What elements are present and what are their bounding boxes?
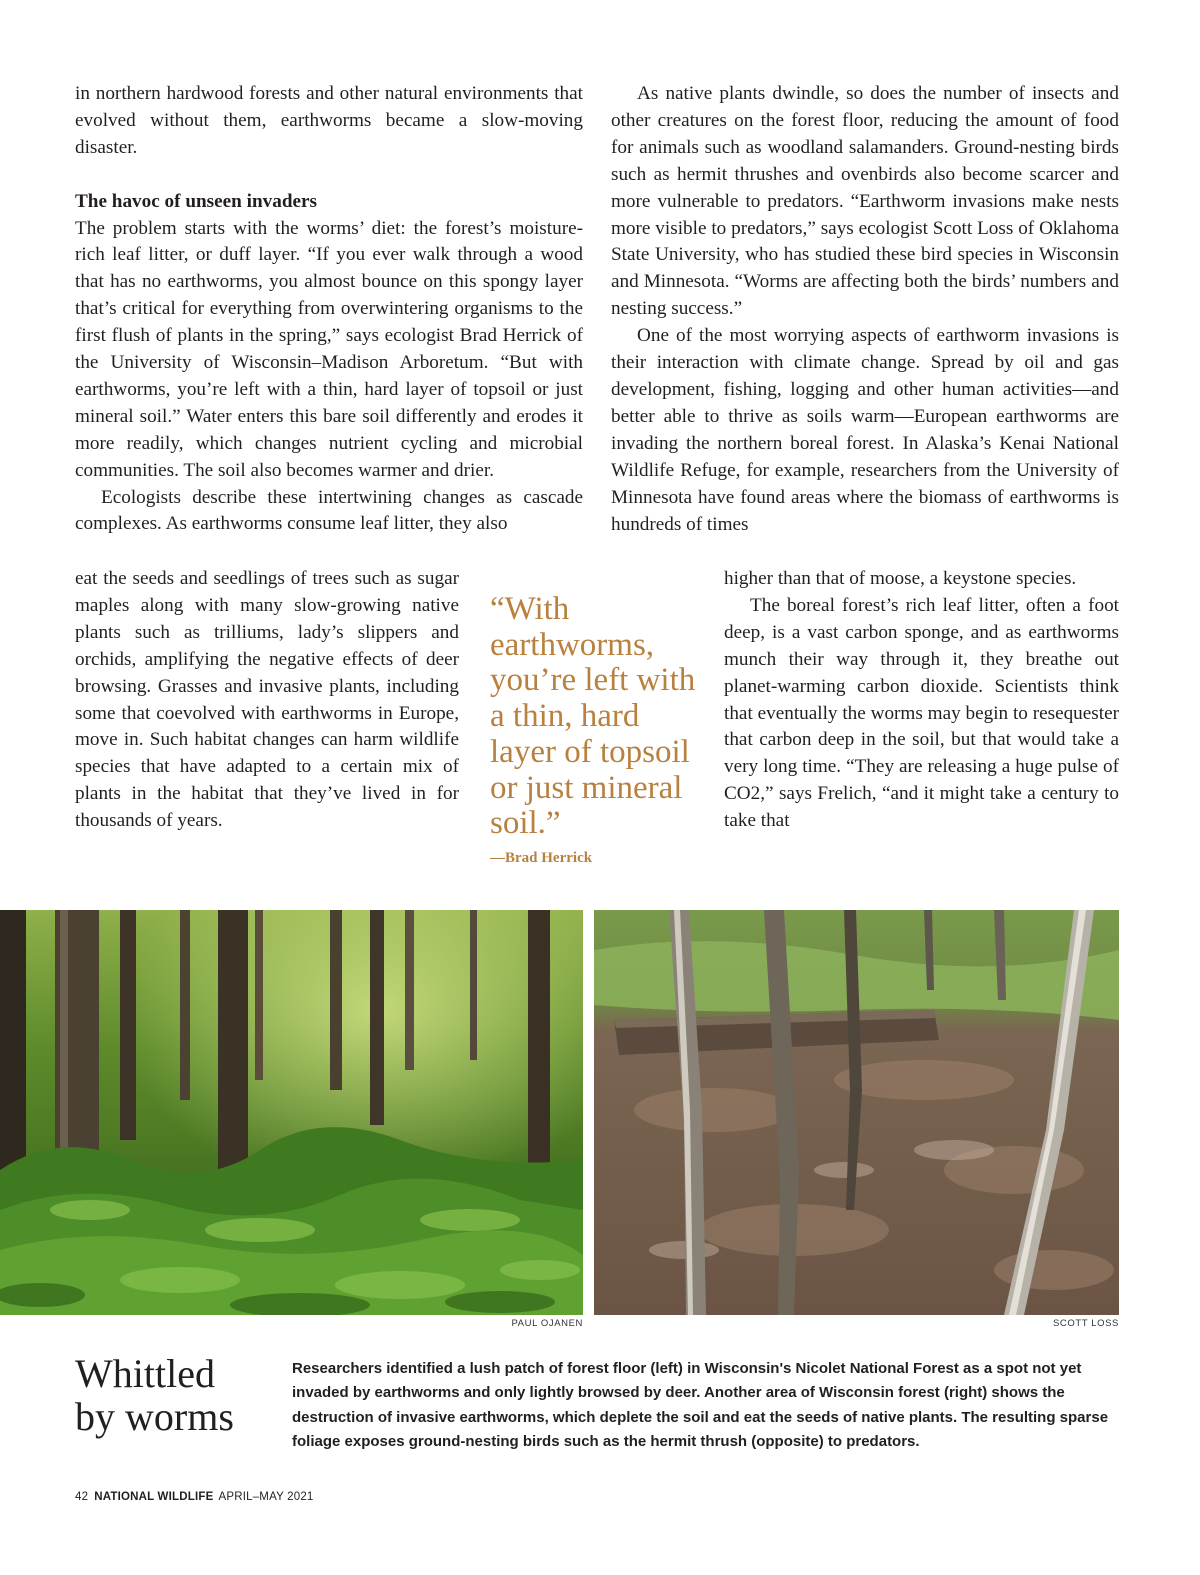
article-column-1-continued (75, 566, 459, 835)
section-subhead: The havoc of unseen invaders (75, 190, 317, 212)
paragraph: The boreal forest’s rich leaf litter, often a foot deep, is a vast carbon sponge, and as earthworms munch their way through it, they breathe out planet-warming carbon dioxide. Scientists think that eventually the worms may begin to resequester that carbon deep in the soil, but that would take a very long time. “They are releasing a huge pulse of CO2,” says Frelich, “and it might take a century to take that (724, 594, 1119, 832)
paragraph: Ecologists describe these intertwining changes as cascade complexes. As earthworms consume leaf litter, they also (75, 486, 583, 535)
photo-lush-forest (0, 910, 583, 1315)
article-column-2-continued (724, 566, 1119, 835)
caption-headline-line-1: Whittled (75, 1351, 215, 1396)
photo-credit-left: PAUL OJANEN (511, 1318, 583, 1329)
paragraph: As native plants dwindle, so does the number of insects and other creatures on the forest floor, reducing the amount of food for animals such as woodland salamanders. Ground-nesting birds such as hermit thrushes and ovenbirds also become scarcer and more vulnerable to predators. “Earthworm invasions make nests more visible to predators,” says ecologist Scott Loss of Oklahoma State University, who has studied these bird species in Wisconsin and Minnesota. “Worms are affecting both the birds’ numbers and nesting success.” (611, 83, 1119, 320)
pull-quote-text: “With earthworms, you’re left with a thin, hard layer of topsoil or just mineral soil.” (490, 591, 696, 842)
paragraph: One of the most worrying aspects of earthworm invasions is their interaction with climate change. Spread by oil and gas development, fishing, logging and other human activities—and better able to thrive as soils warm—European earthworms are invading the northern boreal forest. In Alaska’s Kenai National Wildlife Refuge, for example, researchers from the University of Minnesota have found areas where the biomass of earthworms is hundreds of times (611, 325, 1119, 535)
paragraph: in northern hardwood forests and other natural environments that evolved without them, earthworms became a slow-moving disaster. (75, 83, 583, 158)
caption-headline (75, 1352, 234, 1438)
paragraph: higher than that of moose, a keystone species. (724, 568, 1077, 589)
page-number: 42 (75, 1491, 89, 1503)
pull-quote-attribution: —Brad Herrick (490, 849, 593, 866)
photo-sparse-forest (594, 910, 1119, 1315)
page-footer (75, 1491, 314, 1503)
caption-headline-line-2: by worms (75, 1394, 234, 1439)
pull-quote (490, 592, 712, 868)
photo-credit-right: SCOTT LOSS (1052, 1318, 1119, 1329)
paragraph: The problem starts with the worms’ diet: the forest’s moisture-rich leaf litter, or duff layer. “If you ever walk through a wood that has no earthworms, you almost bounce on this spongy layer that’s critical for everything from overwintering organisms to the first flush of plants in the spring,” says ecologist Brad Herrick of the University of Wisconsin–Madison Arboretum. “But with earthworms, you’re left with a thin, hard layer of topsoil or just mineral soil.” Water enters this bare soil differently and erodes it more readily, which changes nutrient cycling and microbial communities. The soil also becomes warmer and drier. (75, 217, 583, 481)
article-column-1 (75, 81, 583, 538)
article-column-2 (611, 81, 1119, 538)
paragraph: eat the seeds and seedlings of trees such as sugar maples along with many slow-growing native plants such as trilliums, lady’s slippers and orchids, amplifying the negative effects of deer browsing. Grasses and invasive plants, including some that coevolved with earthworms in Europe, move in. Such habitat changes can harm wildlife species that have adapted to a certain mix of plants in the habitat that they’ve lived in for thousands of years. (75, 568, 459, 832)
issue-date: APRIL–MAY 2021 (218, 1491, 314, 1503)
photo-caption: Researchers identified a lush patch of forest floor (left) in Wisconsin's Nicolet National Forest as a spot not yet invaded by earthworms and only lightly browsed by deer. Another area of Wisconsin forest (right) shows the destruction of invasive earthworms, which deplete the soil and eat the seeds of native plants. The resulting sparse foliage exposes ground-nesting birds such as the hermit thrush (opposite) to predators. (292, 1360, 1109, 1451)
magazine-name: NATIONAL WILDLIFE (94, 1491, 214, 1503)
